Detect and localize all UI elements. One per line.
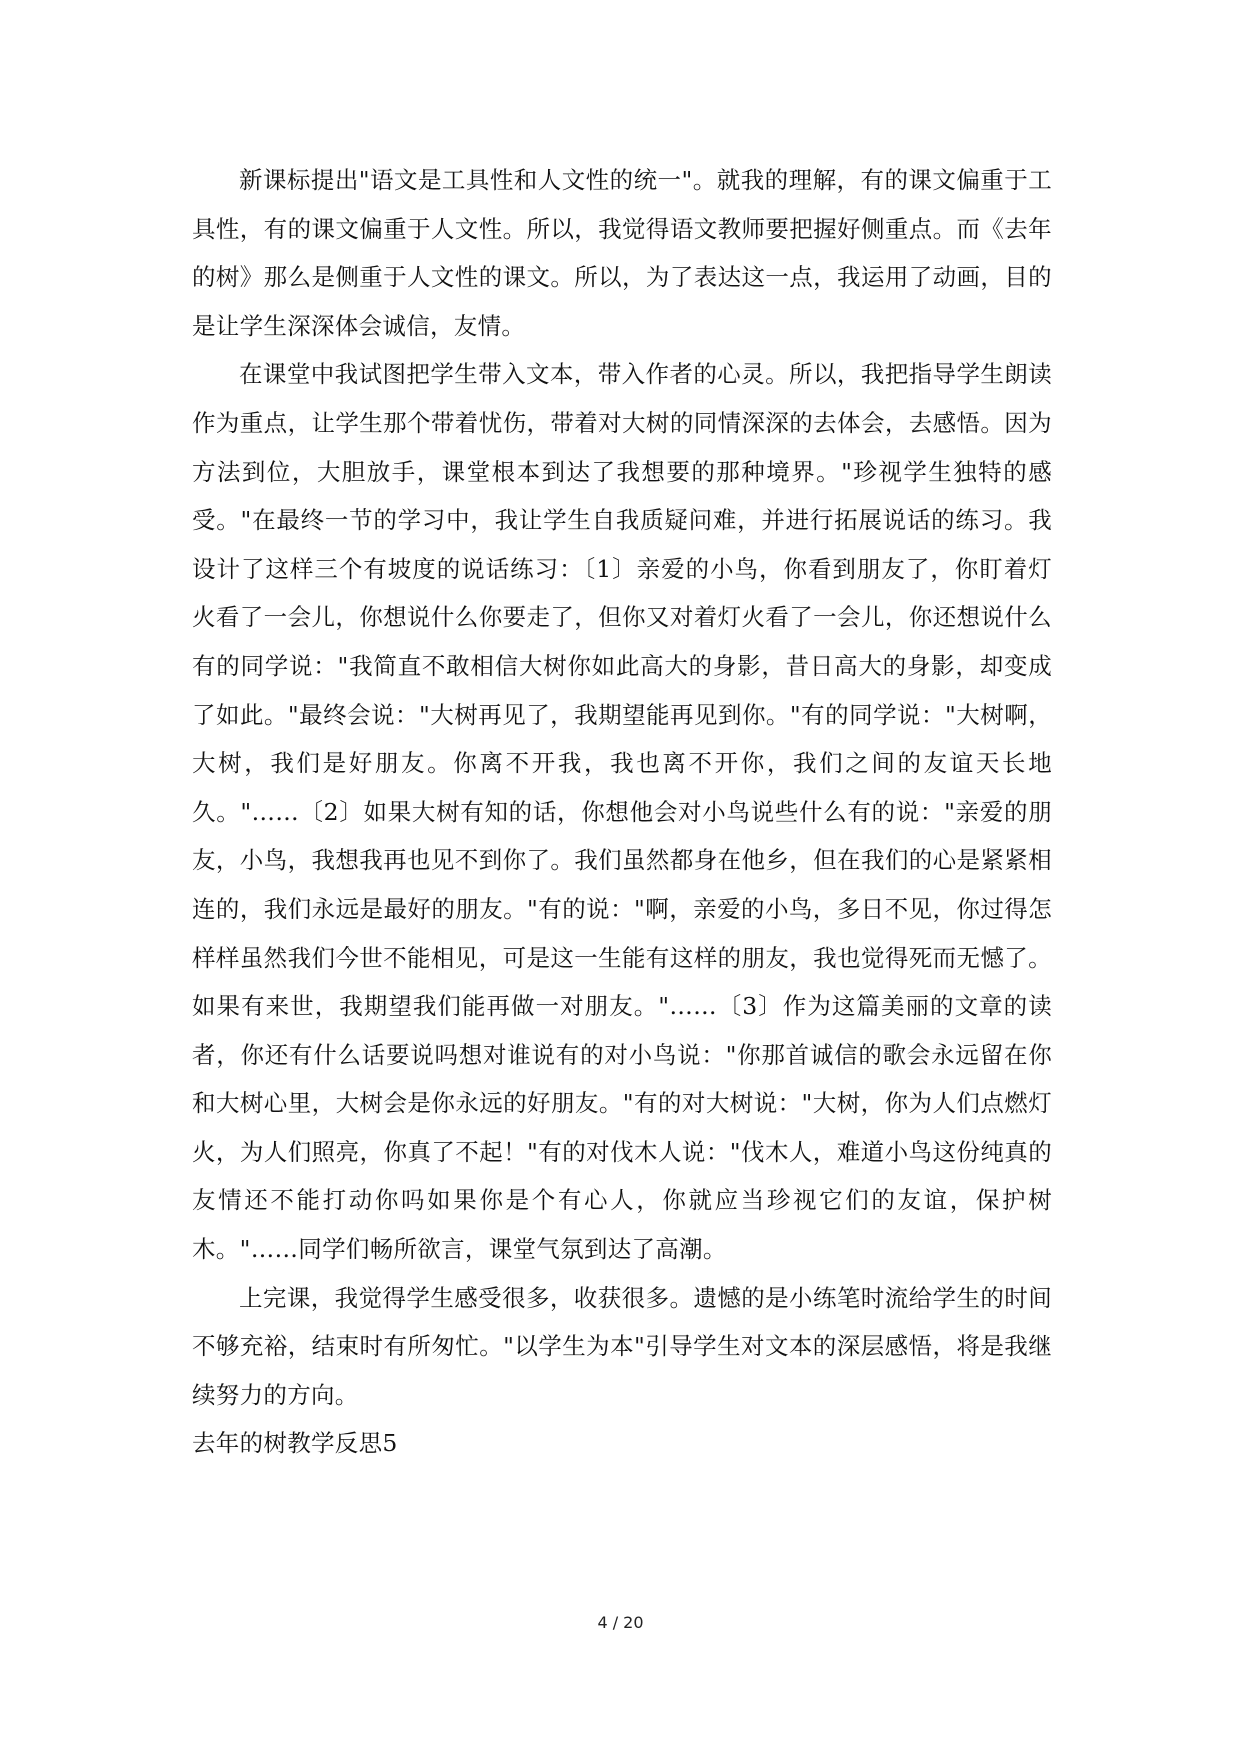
section-heading: 去年的树教学反思5 bbox=[192, 1429, 398, 1458]
paragraph-3: 上完课，我觉得学生感受很多，收获很多。遗憾的是小练笔时流给学生的时间不够充裕，结束时有所匆忙。"以学生为本"引导学生对文本的深层感悟，将是我继续努力的方向。 bbox=[192, 1283, 1052, 1409]
paragraph-1: 新课标提出"语文是工具性和人文性的统一"。就我的理解，有的课文偏重于工具性，有的课文偏重于人文性。所以，我觉得语文教师要把握好侧重点。而《去年的树》那么是侧重于人文性的课文。所以，为了表达这一点，我运用了动画，目的是让学生深深体会诚信，友情。 bbox=[192, 166, 1052, 340]
document-body bbox=[192, 156, 1052, 1468]
paragraph-2: 在课堂中我试图把学生带入文本，带入作者的心灵。所以，我把指导学生朗读作为重点，让学生那个带着忧伤，带着对大树的同情深深的去体会，去感悟。因为方法到位，大胆放手，课堂根本到达了我想要的那种境界。"珍视学生独特的感受。"在最终一节的学习中，我让学生自我质疑问难，并进行拓展说话的练习。我设计了这样三个有坡度的说话练习：〔1〕亲爱的小鸟，你看到朋友了，你盯着灯火看了一会儿，你想说什么你要走了，但你又对着灯火看了一会儿，你还想说什么有的同学说："我简直不敢相信大树你如此高大的身影，昔日高大的身影，却变成了如此。"最终会说："大树再见了，我期望能再见到你。"有的同学说："大树啊，大树，我们是好朋友。你离不开我，我也离不开你，我们之间的友谊天长地久。"……〔2〕如果大树有知的话，你想他会对小鸟说些什么有的说："亲爱的朋友，小鸟，我想我再也见不到你了。我们虽然都身在他乡，但在我们的心是紧紧相连的，我们永远是最好的朋友。"有的说："啊，亲爱的小鸟，多日不见，你过得怎样样虽然我们今世不能相见，可是这一生能有这样的朋友，我也觉得死而无憾了。如果有来世，我期望我们能再做一对朋友。"……〔3〕作为这篇美丽的文章的读者，你还有什么话要说吗想对谁说有的对小鸟说："你那首诚信的歌会永远留在你和大树心里，大树会是你永远的好朋友。"有的对大树说："大树，你为人们点燃灯火，为人们照亮，你真了不起！"有的对伐木人说："伐木人，难道小鸟这份纯真的友情还不能打动你吗如果你是个有心人，你就应当珍视它们的友谊，保护树木。"……同学们畅所欲言，课堂气氛到达了高潮。 bbox=[192, 360, 1052, 1264]
page-number: 4 / 20 bbox=[597, 1613, 644, 1632]
